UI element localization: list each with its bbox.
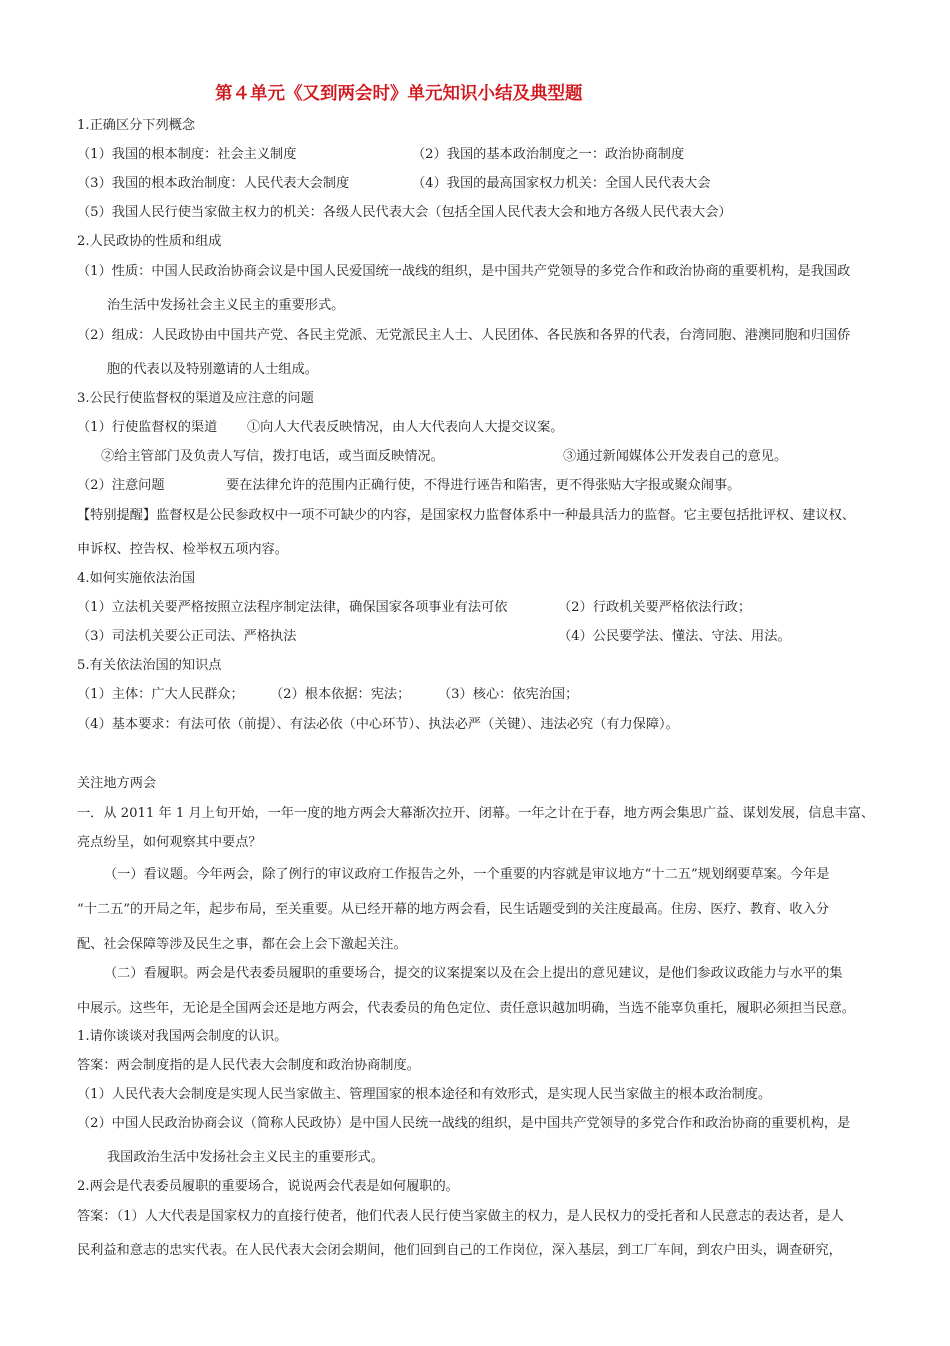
s4-item-2: （2）行政机关要严格依法行政； (558, 600, 752, 615)
local-intro-line-1: 一．从 2011 年 1 月上旬开始，一年一度的地方两会大幕渐次拉开、闭幕。一年之计在于春，地方两会集思广益、谋划发展，信息丰富、 (77, 806, 875, 821)
s5-item-1: （1）主体：广大人民群众； (77, 687, 244, 702)
local-topic-line-2: “十二五”的开局之年，起步布局，至关重要。从已经开幕的地方两会看，民生话题受到的关注度最高。住房、医疗、教育、收入分 (77, 902, 829, 917)
section-4-heading: 4.如何实施依法治国 (77, 571, 196, 586)
local-intro-line-2: 亮点纷呈，如何观察其中要点？ (77, 835, 262, 850)
section-3-heading: 3.公民行使监督权的渠道及应注意的问题 (77, 391, 314, 406)
section-1-heading: 1.正确区分下列概念 (77, 118, 196, 133)
s3-channels-label: （1）行使监督权的渠道 (77, 420, 218, 435)
local-topic-line-3: 配、社会保障等涉及民生之事，都在会上会下激起关注。 (77, 937, 407, 952)
s1-item-1: （1）我国的根本制度：社会主义制度 (77, 147, 297, 162)
s4-item-3: （3）司法机关要公正司法、严格执法 (77, 629, 297, 644)
s4-item-4: （4）公民要学法、懂法、守法、用法。 (558, 629, 791, 644)
s5-item-2: （2）根本依据：宪法； (270, 687, 411, 702)
s2-composition-line-1: （2）组成：人民政协由中国共产党、各民主党派、无党派民主人士、人民团体、各民族和各界的代表，台湾同胞、港澳同胞和归国侨 (77, 328, 851, 343)
s1-item-2: （2）我国的基本政治制度之一：政治协商制度 (412, 147, 685, 162)
s1-item-4: （4）我国的最高国家权力机关：全国人民代表大会 (412, 176, 711, 191)
s3-channel-3: ③通过新闻媒体公开发表自己的意见。 (563, 449, 788, 464)
s5-item-4: （4）基本要求：有法可依（前提）、有法必依（中心环节）、执法必严（关键）、违法必究（有力保障）。 (77, 717, 679, 732)
page-title: 第４单元《又到两会时》单元知识小结及典型题 (215, 84, 583, 104)
s3-channel-1: ①向人大代表反映情况，由人大代表向人大提交议案。 (247, 420, 564, 435)
answer-2-line-1: 答案：（1）人大代表是国家权力的直接行使者，他们代表人民行使当家做主的权力，是人民权力的受托者和人民意志的表达者，是人 (77, 1209, 844, 1224)
s2-nature-line-1: （1）性质：中国人民政治协商会议是中国人民爱国统一战线的组织，是中国共产党领导的多党合作和政治协商的重要机构，是我国政 (77, 264, 851, 279)
s3-notes-label: （2）注意问题 (77, 478, 165, 493)
local-heading: 关注地方两会 (77, 776, 157, 791)
s5-item-3: （3）核心：依宪治国； (438, 687, 579, 702)
s3-channel-2: ②给主管部门及负责人写信，拨打电话，或当面反映情况。 (101, 449, 444, 464)
s3-reminder-line-2: 申诉权、控告权、检举权五项内容。 (77, 542, 288, 557)
s3-reminder-line-1: 【特别提醒】监督权是公民参政权中一项不可缺少的内容，是国家权力监督体系中一种最具活力的监督。它主要包括批评权、建议权、 (77, 508, 856, 523)
s2-composition-line-2: 胞的代表以及特别邀请的人士组成。 (107, 362, 318, 377)
s2-nature-line-2: 治生活中发扬社会主义民主的重要形式。 (107, 298, 345, 313)
answer-1-point-2-line-1: （2）中国人民政治协商会议（简称人民政协）是中国人民统一战线的组织，是中国共产党领导的多党合作和政治协商的重要机构，是 (77, 1116, 851, 1131)
section-2-heading: 2.人民政协的性质和组成 (77, 234, 222, 249)
answer-1: 答案：两会制度指的是人民代表大会制度和政治协商制度。 (77, 1058, 420, 1073)
local-duty-line-2: 中展示。这些年，无论是全国两会还是地方两会，代表委员的角色定位、责任意识越加明确，当选不能辜负重托，履职必须担当民意。 (77, 1001, 856, 1016)
answer-1-point-1: （1）人民代表大会制度是实现人民当家做主、管理国家的根本途径和有效形式，是实现人民当家做主的根本政治制度。 (77, 1087, 772, 1102)
question-1: 1.请你谈谈对我国两会制度的认识。 (77, 1029, 288, 1044)
answer-2-line-2: 民利益和意志的忠实代表。在人民代表大会闭会期间，他们回到自己的工作岗位，深入基层，到工厂车间，到农户田头，调查研究， (77, 1243, 842, 1258)
local-topic-line-1: （一）看议题。今年两会，除了例行的审议政府工作报告之外，一个重要的内容就是审议地方“十二五”规划纲要草案。今年是 (104, 867, 830, 882)
s3-notes-text: 要在法律允许的范围内正确行使，不得进行诬告和陷害，更不得张贴大字报或聚众闹事。 (226, 478, 741, 493)
question-2: 2.两会是代表委员履职的重要场合，说说两会代表是如何履职的。 (77, 1179, 459, 1194)
answer-1-point-2-line-2: 我国政治生活中发扬社会主义民主的重要形式。 (107, 1150, 384, 1165)
section-5-heading: 5.有关依法治国的知识点 (77, 658, 222, 673)
local-duty-line-1: （二）看履职。两会是代表委员履职的重要场合，提交的议案提案以及在会上提出的意见建议，是他们参政议政能力与水平的集 (104, 966, 843, 981)
s1-item-5: （5）我国人民行使当家做主权力的机关：各级人民代表大会（包括全国人民代表大会和地方各级人民代表大会） (77, 205, 732, 220)
s4-item-1: （1）立法机关要严格按照立法程序制定法律，确保国家各项事业有法可依 (77, 600, 508, 615)
s1-item-3: （3）我国的根本政治制度：人民代表大会制度 (77, 176, 350, 191)
